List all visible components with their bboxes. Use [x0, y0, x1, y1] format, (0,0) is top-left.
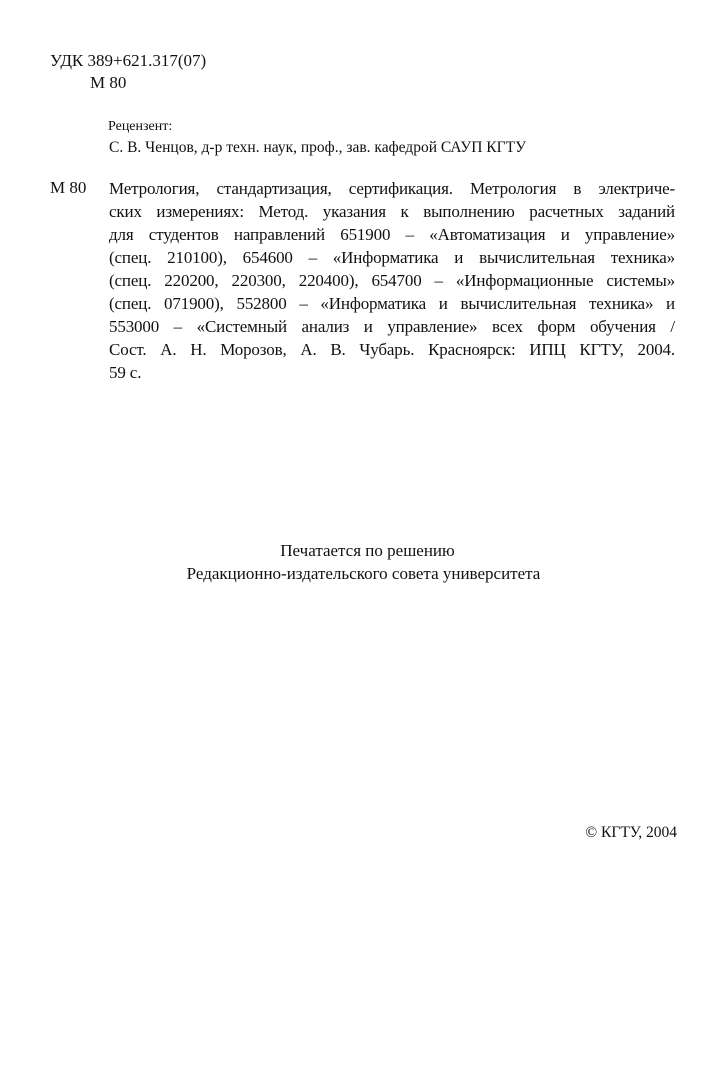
copyright-notice: © КГТУ, 2004	[585, 824, 677, 841]
biblio-line: (спец. 220200, 220300, 220400), 654700 – «Информационные системы»	[109, 271, 675, 290]
biblio-line: Метрология, стандартизация, сертификация. Метрология в электриче-	[109, 179, 675, 198]
reviewer-block	[108, 116, 526, 158]
biblio-description	[109, 177, 675, 384]
biblio-line: (спец. 210100), 654600 – «Информатика и вычислительная техника»	[109, 248, 675, 267]
biblio-line: для студентов направлений 651900 – «Автоматизация и управление»	[109, 225, 675, 244]
udk-block	[50, 50, 206, 94]
biblio-line: 59 с.	[109, 363, 142, 382]
biblio-author-mark: М 80	[50, 178, 87, 197]
publication-decision	[0, 539, 727, 585]
author-mark: М 80	[90, 73, 127, 92]
biblio-line: ских измерениях: Метод. указания к выполнению расчетных заданий	[109, 202, 675, 221]
reviewer-label: Рецензент:	[108, 119, 173, 134]
decision-line-2: Редакционно-издательского совета университета	[186, 564, 541, 583]
biblio-line: Сост. А. Н. Морозов, А. В. Чубарь. Красноярск: ИПЦ КГТУ, 2004.	[109, 340, 675, 359]
udk-code: УДК 389+621.317(07)	[50, 51, 207, 70]
reviewer-text: С. В. Ченцов, д-р техн. наук, проф., зав. кафедрой САУП КГТУ	[109, 139, 527, 156]
biblio-line: 553000 – «Системный анализ и управление» всех форм обучения /	[109, 317, 675, 336]
decision-line-1: Печатается по решению	[280, 541, 455, 560]
biblio-line: (спец. 071900), 552800 – «Информатика и вычислительная техника» и	[109, 294, 675, 313]
